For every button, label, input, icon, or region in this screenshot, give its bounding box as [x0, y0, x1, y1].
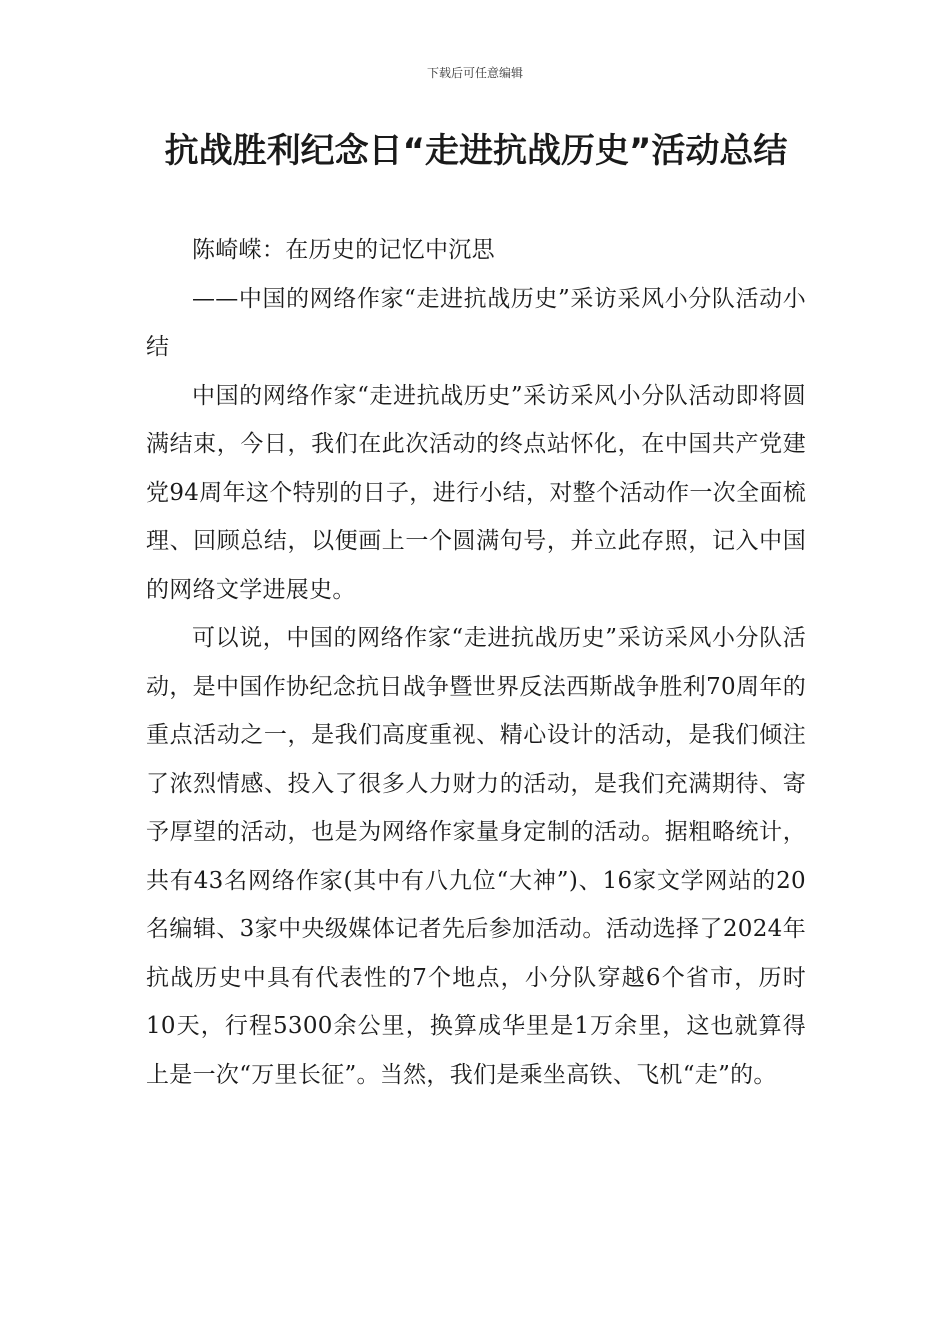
- page-header: 下载后可任意编辑: [426, 66, 523, 80]
- paragraph-main: 可以说，中国的网络作家“走进抗战历史”采访采风小分队活动，是中国作协纪念抗日战争暨世界反法西斯战争胜利70周年的重点活动之一，是我们高度重视、精心设计的活动，是我们倾注了浓烈情感、投入了很多人力财力的活动，是我们充满期待、寄予厚望的活动，也是为网络作家量身定制的活动。据粗略统计，共有43名网络作家(其中有八九位“大神”)、16家文学网站的20名编辑、3家中央级媒体记者先后参加活动。活动选择了2024年抗战历史中具有代表性的7个地点，小分队穿越6个省市，历时10天，行程5300余公里，换算成华里是1万余里，这也就算得上是一次“万里长征”。当然，我们是乘坐高铁、飞机“走”的。: [146, 625, 806, 1088]
- document-title: 抗战胜利纪念日“走进抗战历史”活动总结: [164, 131, 788, 171]
- paragraph-subtitle: ——中国的网络作家“走进抗战历史”采访采风小分队活动小结: [146, 285, 806, 360]
- paragraph-intro: 中国的网络作家“走进抗战历史”采访采风小分队活动即将圆满结束，今日，我们在此次活动的终点站怀化，在中国共产党建党94周年这个特别的日子，进行小结，对整个活动作一次全面梳理、回顾总结，以便画上一个圆满句号，并立此存照，记入中国的网络文学进展史。: [146, 382, 806, 603]
- document-body: [146, 226, 806, 1099]
- paragraph-author: 陈崎嵘：在历史的记忆中沉思: [192, 237, 495, 263]
